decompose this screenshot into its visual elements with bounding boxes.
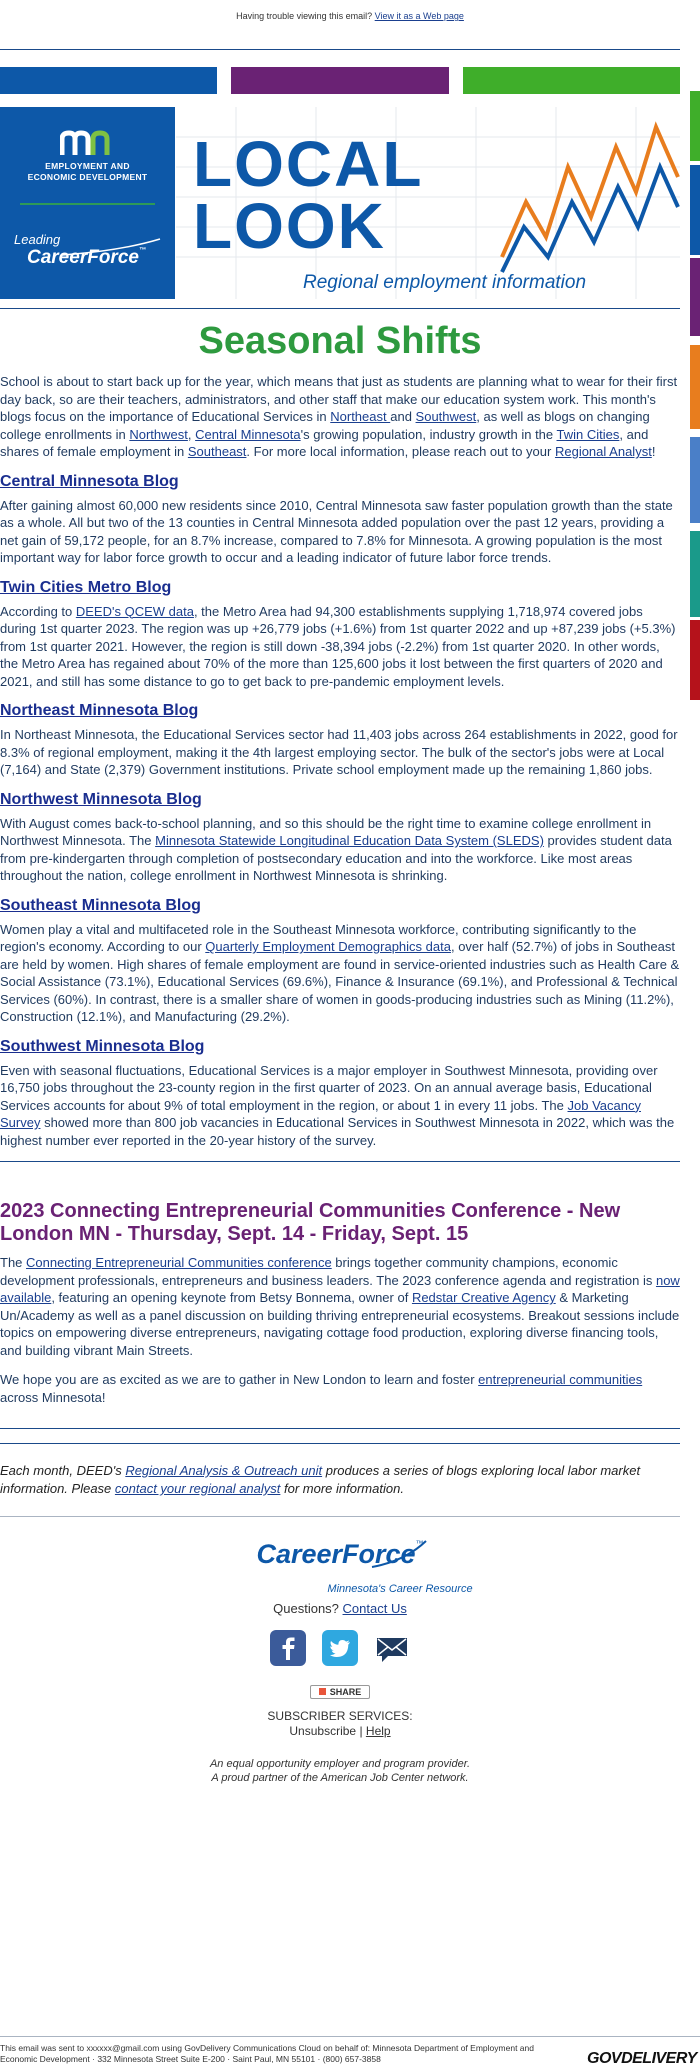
southwest-text-1: Even with seasonal fluctuations, Educational Services is a major employer in Southwest Minnesota, providing over 16,750 jobs throughout the 23-county region in the first quarter of 2023. On an annual average basis, Educational Services accounts for about 9% of total employment in the region, or about 1 in every 11 jobs. The — [0, 1062, 658, 1113]
blue-color-bar — [0, 67, 217, 94]
conference-text — [0, 1254, 680, 1359]
monthly-text-2: produces a series of blogs exploring local labor market information. Please — [0, 1463, 641, 1496]
eo-line-2: A proud partner of the American Job Center network. — [211, 1772, 469, 1784]
section-divider — [0, 1161, 680, 1162]
conference-text-2: brings together community champions, economic development professionals, entrepreneurs and business leaders. The 2023 conference agenda and registration is — [0, 1255, 656, 1288]
section-divider-3 — [0, 1443, 680, 1444]
preheader — [0, 0, 700, 40]
email-icon[interactable] — [374, 1630, 410, 1666]
central-blog-text: After gaining almost 60,000 new residents since 2010, Central Minnesota saw faster population growth than the state as a whole. All but two of the 13 counties in Central Minnesota added population over the past 12 years, providing a net gain of 59,172 people, for an 8.7% increase, compared to 7.8% for Minnesota. A growing population is the most important way for labor force growth to occur and a leading indicator of future labor force trends. — [0, 497, 673, 565]
intro-text-4: , — [187, 426, 196, 442]
central-minnesota-link[interactable]: Central Minnesota — [195, 426, 301, 442]
intro-text-3: , as well as blogs on changing college enrollments in — [0, 409, 650, 442]
share-button[interactable] — [310, 1685, 371, 1699]
conference-heading: 2023 Connecting Entrepreneurial Communities Conference - New London MN - Thursday, Sept. 14 - Friday, Sept. 15 — [0, 1200, 621, 1245]
fine-print-rule — [0, 2036, 700, 2037]
southeast-blog-text — [0, 921, 680, 1026]
southwest-link[interactable]: Southwest — [415, 409, 477, 424]
twin-text-1: According to — [0, 603, 76, 619]
sleds-link[interactable]: Minnesota Statewide Longitudinal Education Data System (SLEDS) — [155, 833, 544, 848]
headline-line-2: LOOK — [193, 190, 386, 262]
subscriber-separator: | — [359, 1724, 363, 1738]
intro-text-1: School is about to start back up for the year, which means that just as students are planning what to wear for their first day back, so are their teachers, administrators, and other staff that make our education system work. This month's blogs focus on the importance of Educational Services in — [0, 374, 678, 424]
footer-divider — [0, 1516, 680, 1517]
conference-closing-text-2: across Minnesota! — [0, 1389, 106, 1405]
redstar-link[interactable]: Redstar Creative Agency — [411, 1290, 556, 1305]
monthly-note — [0, 1462, 680, 1498]
southeast-text-1: Women play a vital and multifaceted role in the Southeast Minnesota workforce, contributing significantly to the region's economy. According to our — [0, 921, 637, 954]
northeast-link[interactable]: Northeast — [330, 409, 391, 424]
page-title: Seasonal Shifts — [198, 320, 482, 362]
share-label: SHARE — [329, 1687, 362, 1697]
side-tab-red — [690, 620, 700, 700]
central-blog-heading[interactable]: Central Minnesota Blog — [0, 472, 179, 490]
northwest-blog-text — [0, 815, 680, 885]
facebook-icon[interactable] — [270, 1630, 306, 1666]
northeast-blog-heading[interactable]: Northeast Minnesota Blog — [0, 702, 199, 719]
monthly-text-3: for more information. — [280, 1481, 404, 1496]
now-available-link[interactable]: now available — [0, 1272, 680, 1305]
southwest-blog-text — [0, 1062, 680, 1150]
entrepreneurial-communities-link[interactable]: entrepreneurial communities — [478, 1372, 643, 1387]
local-look-headline — [193, 128, 424, 262]
monthly-text-1: Each month, DEED's — [0, 1463, 126, 1478]
conference-text-4: & Marketing Un/Academy as well as a panel discussion on building thriving entrepreneurial ecosystems. Breakout sessions include topics on empowering diverse entrepreneurs, navigating cottage food production, exploring diverse financing tools, and building vibrant Main Streets. — [0, 1290, 680, 1358]
southwest-blog-heading[interactable]: Southwest Minnesota Blog — [0, 1037, 205, 1055]
footer-questions — [0, 1601, 680, 1616]
deed-name — [0, 161, 175, 183]
footer-tagline: Minnesota's Career Resource — [327, 1583, 473, 1595]
share-icon — [319, 1688, 326, 1695]
leading-text: Leading — [14, 232, 61, 247]
banner-rule — [0, 308, 680, 309]
side-tab-orange — [690, 345, 700, 429]
conference-text-3: , featuring an opening keynote from Betsy Bonnema, owner of — [51, 1290, 412, 1305]
twin-cities-blog-heading[interactable]: Twin Cities Metro Blog — [0, 578, 172, 596]
careerforce-logo: CareerForce™ — [27, 247, 146, 268]
careerforce-logo-text: CareerForce — [27, 247, 139, 268]
social-icons — [0, 1630, 680, 1666]
side-tab-teal — [690, 531, 700, 617]
northeast-blog-text: In Northeast Minnesota, the Educational Services sector had 11,403 jobs across 264 establishments in 2022, good for 8.3% of regional employment, making it the 4th largest employing sector. The bulk of the sector's jobs were at Local (7,164) and State (2,379) Government institutions. Private school employment made up the remaining 1,860 jobs. — [0, 727, 678, 777]
intro-paragraph — [0, 373, 680, 461]
intro-text-8: ! — [651, 444, 656, 459]
contact-us-link[interactable]: Contact Us — [342, 1601, 407, 1616]
regional-analyst-link[interactable]: Regional Analyst — [554, 444, 652, 459]
mn-logo-icon — [60, 129, 115, 157]
fine-print: This email was sent to xxxxxx@gmail.com using GovDelivery Communications Cloud on behalf of: Minnesota Department of Employment and Economic Development · 332 Minnesota Street Suite E-200 · Saint Paul, MN 55101 · (800) 657-3858 — [0, 2043, 534, 2064]
side-tab-lightblue — [690, 437, 700, 523]
footer — [0, 1539, 680, 1785]
southwest-text-2: showed more than 800 job vacancies in Educational Services in Southwest Minnesota in 2022, which was the highest number ever reported in the 20-year history of the survey. — [0, 1115, 675, 1148]
eo-line-1: An equal opportunity employer and program provider. — [209, 1758, 471, 1770]
twin-cities-link[interactable]: Twin Cities — [556, 426, 620, 442]
footer-careerforce-text: CareerForce — [256, 1539, 416, 1569]
side-tab-blue — [690, 165, 700, 255]
twitter-icon[interactable] — [322, 1630, 358, 1666]
twin-text-2: , the Metro Area had 94,300 establishments supplying 1,718,974 covered jobs during 1st quarter 2023. The region was up +26,779 jobs (+1.6%) from 1st quarter 2022 and up +87,239 jobs (+5.3%) from 1st quarter 2021. However, the region is still down -38,394 jobs (-2.2%) from 1st quarter 2020. In other words, the Metro Area has regained about 70% of the more than 125,600 jobs it lost between the first quarters of 2020 and 2021, and still has some distance to go to get back to pre-pandemic employment levels. — [0, 603, 676, 689]
northwest-text-1: With August comes back-to-school planning, and so this should be the right time to examine college enrollment in Northwest Minnesota. The — [0, 815, 652, 848]
southeast-blog-heading[interactable]: Southeast Minnesota Blog — [0, 896, 201, 914]
intro-text-6: , and shares of female employment in — [0, 426, 649, 459]
northwest-link[interactable]: Northwest — [129, 426, 188, 442]
main-content — [0, 320, 680, 1785]
headline-line-1: LOCAL — [193, 128, 424, 200]
subscriber-label: SUBSCRIBER SERVICES: — [267, 1709, 413, 1723]
northwest-blog-heading[interactable]: Northwest Minnesota Blog — [0, 790, 202, 808]
southeast-text-2: , over half (52.7%) of jobs in Southeast are held by women. High shares of female employment are found in service-oriented industries such as Health Care & Social Assistance (73.1%), Educational Services (69.6%), Finance & Insurance (69.1%), and Professional & Technical Services (60%). In contrast, there is a smaller share of women in goods-producing industries such as Mining (11.2%), Construction (12.1%), and Manufacturing (29.2%). — [0, 939, 680, 1024]
regional-analysis-unit-link[interactable]: Regional Analysis & Outreach unit — [125, 1463, 323, 1478]
view-web-page-link[interactable]: View it as a Web page — [374, 11, 464, 21]
conference-link[interactable]: Connecting Entrepreneurial Communities conference — [26, 1255, 332, 1270]
banner-tagline: Regional employment information — [303, 272, 587, 293]
equal-opportunity-note — [0, 1757, 680, 1785]
qcew-data-link[interactable]: DEED's QCEW data — [75, 603, 194, 619]
preheader-text: Having trouble viewing this email? — [236, 11, 373, 21]
job-vacancy-survey-link[interactable]: Job Vacancy Survey — [0, 1097, 641, 1130]
header-rule — [0, 49, 680, 50]
help-link[interactable]: Help — [365, 1724, 391, 1738]
deed-line-2: ECONOMIC DEVELOPMENT — [27, 172, 148, 182]
conference-text-1: The — [0, 1255, 27, 1270]
intro-text-2: and — [390, 409, 416, 424]
side-tab-purple — [690, 258, 700, 336]
conference-closing — [0, 1371, 680, 1406]
northwest-text-2: provides student data from pre-kindergarten through completion of postsecondary education and into the workforce. Like most areas throughout the nation, college enrollment in Northwest Minnesota is shrinking. — [0, 833, 672, 883]
intro-text-5: 's growing population, industry growth in the — [300, 426, 557, 442]
contact-analyst-link[interactable]: contact your regional analyst — [114, 1481, 281, 1496]
footer-careerforce-logo: CareerForce™ — [0, 1539, 680, 1587]
side-tab-green — [690, 91, 700, 161]
careerforce-swoosh-icon — [60, 237, 165, 257]
southeast-link[interactable]: Southeast — [187, 444, 247, 459]
footer-swoosh-icon — [370, 1539, 430, 1569]
unsubscribe-link[interactable]: Unsubscribe — [289, 1724, 357, 1738]
conference-closing-text-1: We hope you are as excited as we are to gather in New London to learn and foster — [0, 1372, 479, 1387]
questions-text: Questions? — [273, 1601, 339, 1616]
section-divider-2 — [0, 1428, 680, 1429]
govdelivery-logo[interactable]: GOVDELIVERY — [587, 2050, 697, 2067]
subscriber-services — [0, 1709, 680, 1739]
intro-text-7: . For more local information, please reach out to your — [246, 444, 555, 459]
green-color-bar — [463, 67, 680, 94]
deed-separator — [20, 203, 155, 205]
twin-cities-blog-text — [0, 603, 680, 691]
purple-color-bar — [231, 67, 449, 94]
local-look-banner — [0, 107, 680, 299]
deed-logo-panel — [0, 107, 175, 299]
deed-line-1: EMPLOYMENT AND — [45, 161, 130, 171]
qed-data-link[interactable]: Quarterly Employment Demographics data — [205, 939, 451, 954]
